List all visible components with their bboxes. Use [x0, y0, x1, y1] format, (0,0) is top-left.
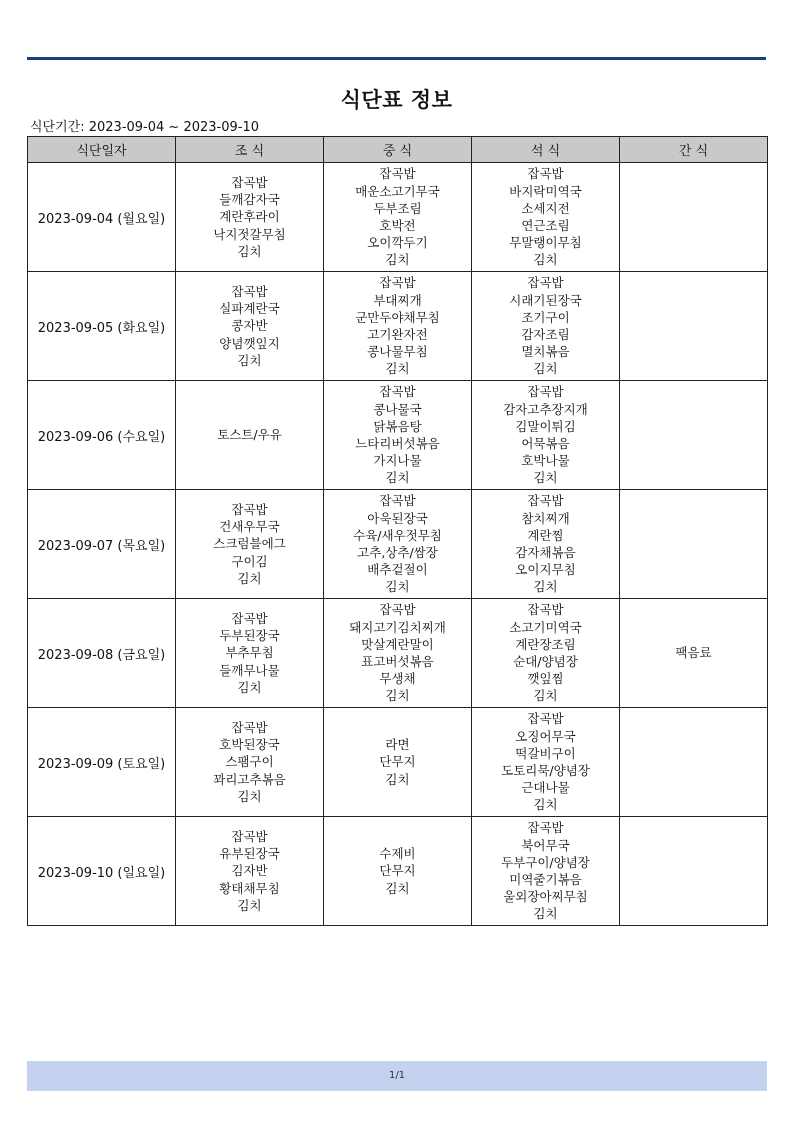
- menu-item: 김말이튀김: [515, 418, 576, 434]
- menu-item: 수제비: [379, 846, 416, 862]
- dinner-cell: [472, 599, 620, 708]
- menu-item: 김치: [237, 570, 262, 586]
- menu-item: 콩자반: [231, 318, 268, 334]
- date-cell: 2023-09-08 (금요일): [28, 599, 176, 708]
- menu-item: 잡곡밥: [527, 275, 564, 291]
- dinner-cell: [472, 381, 620, 490]
- menu-item: 김치: [385, 771, 410, 787]
- footer-bar: [27, 1061, 767, 1091]
- menu-item: 가지나물: [373, 453, 422, 469]
- menu-item: 오이깍두기: [367, 235, 428, 251]
- menu-item: 잡곡밥: [527, 384, 564, 400]
- menu-item: 호박전: [379, 218, 416, 233]
- menu-item: 김치: [237, 897, 262, 913]
- menu-item: 참치찌개: [521, 510, 570, 526]
- lunch-cell: [324, 272, 472, 381]
- menu-item: 김치: [237, 679, 262, 695]
- dinner-cell: [472, 163, 620, 272]
- lunch-cell: [324, 599, 472, 708]
- menu-item: 돼지고기김치찌개: [349, 619, 446, 635]
- menu-item: 콩나물국: [373, 401, 422, 417]
- menu-item: 스팸구이: [225, 754, 274, 770]
- menu-item: 김치: [385, 880, 410, 896]
- meal-period: 식단기간: 2023-09-04 ~ 2023-09-10: [30, 120, 260, 135]
- menu-item: 매운소고기무국: [355, 183, 440, 199]
- menu-item: 김치: [385, 470, 410, 486]
- menu-item: 북어무국: [521, 837, 570, 853]
- menu-item: 울외장아찌무침: [503, 889, 588, 905]
- table-row: [28, 381, 768, 490]
- menu-item: 닭볶음탕: [373, 418, 422, 434]
- menu-item: 김치: [533, 579, 558, 595]
- menu-item: 어묵볶음: [521, 436, 570, 451]
- menu-item: 잡곡밥: [231, 719, 268, 735]
- menu-item: 잡곡밥: [379, 275, 416, 291]
- menu-item: 들깨무나물: [219, 662, 280, 678]
- menu-item: 콩나물무침: [367, 344, 428, 360]
- lunch-cell: [324, 708, 472, 817]
- menu-item: 잡곡밥: [527, 711, 564, 727]
- menu-item: 김치: [533, 906, 558, 922]
- menu-item: 김치: [385, 252, 410, 268]
- menu-item: 시래기된장국: [509, 292, 582, 308]
- menu-item: 낙지젓갈무침: [213, 226, 286, 242]
- breakfast-cell: [176, 708, 324, 817]
- menu-item: 잡곡밥: [379, 602, 416, 618]
- lunch-cell: [324, 817, 472, 926]
- menu-item: 라면: [385, 737, 410, 753]
- menu-item: 유부된장국: [219, 846, 280, 862]
- menu-item: 오징어무국: [515, 728, 576, 744]
- column-header-snack: 간 식: [620, 137, 768, 163]
- menu-item: 김치: [533, 470, 558, 486]
- menu-item: 토스트/우유: [217, 427, 282, 443]
- menu-item: 단무지: [379, 754, 416, 770]
- menu-item: 김치: [533, 252, 558, 268]
- lunch-cell: [324, 381, 472, 490]
- menu-item: 김치: [385, 361, 410, 377]
- menu-item: 미역줄기볶음: [509, 872, 582, 887]
- menu-item: 근대나물: [521, 780, 570, 796]
- menu-item: 팩음료: [675, 645, 712, 661]
- table-row: [28, 490, 768, 599]
- table-row: [28, 163, 768, 272]
- menu-item: 계란찜: [527, 527, 564, 543]
- meal-table: [27, 136, 768, 926]
- column-header-lunch: 중 식: [324, 137, 472, 163]
- date-cell: 2023-09-09 (토요일): [28, 708, 176, 817]
- date-cell: 2023-09-07 (목요일): [28, 490, 176, 599]
- menu-item: 구이김: [231, 553, 268, 569]
- menu-item: 잡곡밥: [379, 166, 416, 182]
- menu-item: 군만두야채무침: [355, 309, 440, 325]
- top-divider: [27, 57, 766, 60]
- dinner-cell: [472, 817, 620, 926]
- menu-item: 오이지무침: [515, 562, 576, 578]
- menu-item: 순대/양념장: [513, 654, 578, 669]
- menu-item: 김치: [533, 688, 558, 704]
- menu-item: 잡곡밥: [231, 283, 268, 299]
- menu-item: 잡곡밥: [231, 501, 268, 517]
- breakfast-cell: [176, 272, 324, 381]
- menu-item: 김치: [385, 688, 410, 704]
- snack-cell: [620, 490, 768, 599]
- lunch-cell: [324, 163, 472, 272]
- menu-item: 김치: [533, 361, 558, 377]
- column-header-dinner: 석 식: [472, 137, 620, 163]
- column-header-breakfast: 조 식: [176, 137, 324, 163]
- column-header-date: 식단일자: [28, 137, 176, 163]
- menu-item: 멸치볶음: [521, 344, 570, 360]
- menu-item: 고기완자전: [367, 327, 428, 342]
- menu-item: 잡곡밥: [379, 384, 416, 400]
- table-header-row: [28, 137, 768, 163]
- menu-item: 잡곡밥: [231, 174, 268, 190]
- menu-item: 두부구이/양념장: [501, 854, 590, 870]
- menu-item: 잡곡밥: [527, 602, 564, 618]
- menu-item: 느타리버섯볶음: [355, 436, 440, 451]
- menu-item: 두부된장국: [219, 628, 280, 644]
- breakfast-cell: [176, 817, 324, 926]
- menu-item: 깻잎찜: [527, 671, 564, 687]
- menu-item: 감자채볶음: [515, 545, 576, 560]
- menu-item: 양념깻잎지: [219, 335, 280, 351]
- snack-cell: [620, 599, 768, 708]
- menu-item: 고추,상추/쌈장: [357, 545, 438, 560]
- menu-item: 황태채무침: [219, 880, 280, 896]
- dinner-cell: [472, 490, 620, 599]
- menu-item: 김치: [533, 797, 558, 813]
- menu-item: 도토리묵/양념장: [501, 763, 590, 778]
- breakfast-cell: [176, 599, 324, 708]
- snack-cell: [620, 272, 768, 381]
- menu-item: 소고기미역국: [509, 619, 582, 635]
- page-number: 1/1: [388, 1070, 406, 1081]
- menu-item: 잡곡밥: [231, 610, 268, 626]
- meal-table-body: [28, 163, 768, 926]
- menu-item: 무생채: [379, 671, 416, 687]
- menu-item: 감자고추장지개: [503, 401, 588, 417]
- menu-item: 잡곡밥: [527, 166, 564, 182]
- snack-cell: [620, 381, 768, 490]
- dinner-cell: [472, 708, 620, 817]
- menu-item: 수육/새우젓무침: [353, 527, 442, 543]
- breakfast-cell: [176, 490, 324, 599]
- menu-item: 부추무침: [225, 645, 274, 661]
- menu-item: 계란후라이: [219, 209, 280, 225]
- date-cell: 2023-09-05 (화요일): [28, 272, 176, 381]
- menu-item: 감자조림: [521, 327, 570, 342]
- snack-cell: [620, 163, 768, 272]
- menu-item: 계란장조림: [515, 636, 576, 652]
- menu-item: 스크럼블에그: [213, 536, 286, 552]
- menu-item: 무말랭이무침: [509, 235, 582, 251]
- menu-item: 잡곡밥: [527, 820, 564, 836]
- menu-item: 연근조림: [521, 218, 570, 233]
- menu-item: 조기구이: [521, 309, 570, 325]
- menu-item: 호박된장국: [219, 737, 280, 753]
- menu-item: 꽈리고추볶음: [213, 771, 286, 787]
- date-cell: 2023-09-06 (수요일): [28, 381, 176, 490]
- menu-item: 부대찌개: [373, 292, 422, 308]
- table-row: [28, 599, 768, 708]
- page-title: 식단표 정보: [340, 88, 453, 112]
- date-cell: 2023-09-04 (월요일): [28, 163, 176, 272]
- menu-item: 맛살계란말이: [361, 636, 434, 652]
- breakfast-cell: [176, 381, 324, 490]
- menu-item: 김치: [237, 243, 262, 259]
- menu-item: 들깨감자국: [219, 192, 280, 208]
- menu-item: 호박나물: [521, 453, 570, 469]
- menu-item: 실파계란국: [219, 301, 280, 317]
- snack-cell: [620, 817, 768, 926]
- menu-item: 아욱된장국: [367, 510, 428, 526]
- menu-item: 배추겉절이: [367, 562, 428, 578]
- menu-item: 떡갈비구이: [515, 745, 576, 761]
- menu-item: 김치: [237, 788, 262, 804]
- menu-item: 바지락미역국: [509, 183, 582, 199]
- table-row: [28, 272, 768, 381]
- table-row: [28, 708, 768, 817]
- menu-item: 단무지: [379, 863, 416, 879]
- menu-item: 김자반: [231, 863, 268, 879]
- menu-item: 김치: [385, 579, 410, 595]
- menu-item: 잡곡밥: [379, 493, 416, 509]
- snack-cell: [620, 708, 768, 817]
- menu-item: 건새우무국: [219, 519, 280, 535]
- menu-item: 소세지전: [521, 200, 570, 216]
- lunch-cell: [324, 490, 472, 599]
- menu-item: 표고버섯볶음: [361, 654, 434, 669]
- menu-item: 김치: [237, 352, 262, 368]
- menu-item: 잡곡밥: [527, 493, 564, 509]
- menu-item: 잡곡밥: [231, 828, 268, 844]
- date-cell: 2023-09-10 (일요일): [28, 817, 176, 926]
- dinner-cell: [472, 272, 620, 381]
- breakfast-cell: [176, 163, 324, 272]
- table-row: [28, 817, 768, 926]
- menu-item: 두부조림: [373, 200, 422, 216]
